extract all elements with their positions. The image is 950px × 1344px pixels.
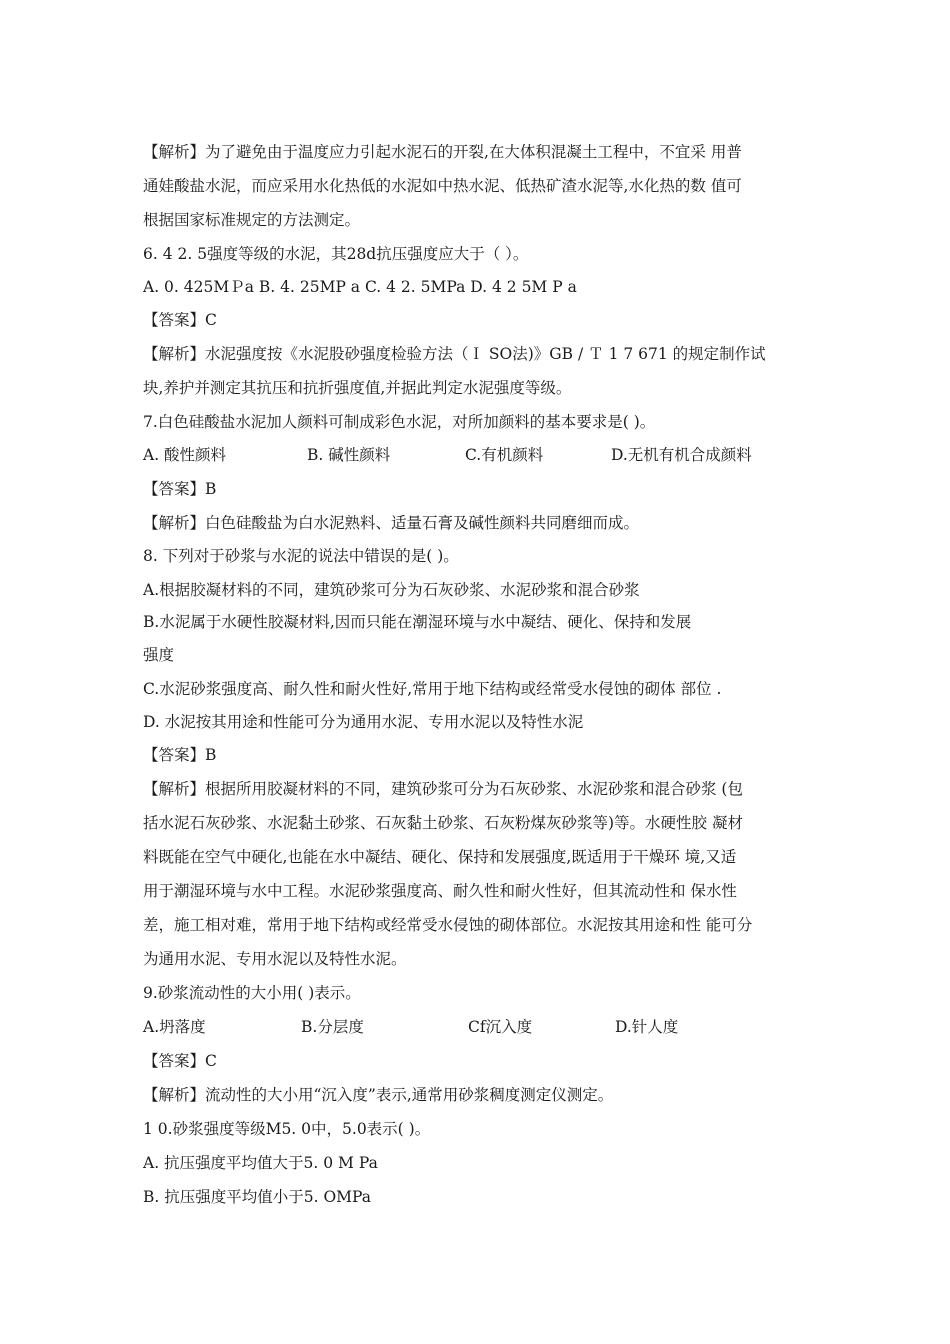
question-9: 9.砂浆流动性的大小用( )表示。 <box>143 984 361 1002</box>
answer-6: 【答案】C <box>143 311 217 329</box>
option-d: D.针人度 <box>615 1018 679 1036</box>
analysis-paragraph-5-line-1: 【解析】为了避免由于温度应力引起水泥石的开裂,在大体积混凝土工程中，不宜采 用普 <box>143 143 742 161</box>
option-c: Cf沉入度 <box>468 1018 533 1036</box>
question-7: 7.白色硅酸盐水泥加人颜料可制成彩色水泥，对所加颜料的基本要求是( )。 <box>143 413 656 431</box>
question-8: 8. 下列对于砂浆与水泥的说法中错误的是( )。 <box>143 547 459 565</box>
analysis-8-line-1: 【解析】根据所用胶凝材料的不同，建筑砂浆可分为石灰砂浆、水泥砂浆和混合砂浆 (包 <box>143 780 743 798</box>
answer-9: 【答案】C <box>143 1052 217 1070</box>
option-a: A.坍落度 <box>143 1018 206 1036</box>
analysis-9: 【解析】流动性的大小用“沉入度”表示,通常用砂浆稠度测定仪测定。 <box>143 1086 614 1104</box>
question-8-option-b-cont: 强度 <box>143 646 175 664</box>
option-c: C.有机颜料 <box>465 446 544 464</box>
option-d: D.无机有机合成颜料 <box>611 446 752 464</box>
question-7-options <box>143 445 823 465</box>
analysis-8-line-6: 为通用水泥、专用水泥以及特性水泥。 <box>143 950 407 968</box>
analysis-8-line-4: 用于潮湿环境与水中工程。水泥砂浆强度高、耐久性和耐火性好，但其流动性和 保水性 <box>143 882 737 900</box>
question-10: 1 0.砂浆强度等级M5. 0中，5.0表示( )。 <box>143 1120 431 1138</box>
question-6: 6. 4 2. 5强度等级的水泥，其28d抗压强度应大于（ ）。 <box>143 245 529 263</box>
question-10-option-a: A. 抗压强度平均值大于5. 0 M Pa <box>143 1154 378 1172</box>
analysis-6-line-2: 块,养护并测定其抗压和抗折强度值,并据此判定水泥强度等级。 <box>143 379 572 397</box>
answer-7: 【答案】B <box>143 480 217 498</box>
question-10-option-b: B. 抗压强度平均值小于5. OMPa <box>143 1188 372 1206</box>
question-9-options <box>143 1017 823 1037</box>
option-b: B. 碱性颜料 <box>307 446 391 464</box>
analysis-paragraph-5-line-2: 通娃酸盐水泥，而应采用水化热低的水泥如中热水泥、低热矿渣水泥等,水化热的数 值可 <box>143 177 742 195</box>
question-8-option-d: D. 水泥按其用途和性能可分为通用水泥、专用水泥以及特性水泥 <box>143 713 584 731</box>
analysis-8-line-2: 括水泥石灰砂浆、水泥黏土砂浆、石灰黏土砂浆、石灰粉煤灰砂浆等)等。水硬性胶 凝材 <box>143 814 743 832</box>
question-8-option-b: B.水泥属于水硬性胶凝材料,因而只能在潮湿环境与水中凝结、硬化、保持和发展 <box>143 613 692 631</box>
question-8-option-c: C.水泥砂浆强度高、耐久性和耐火性好,常用于地下结构或经常受水侵蚀的砌体 部位 . <box>143 680 722 698</box>
option-a: A. 酸性颜料 <box>143 446 227 464</box>
question-8-option-a: A.根据胶凝材料的不同，建筑砂浆可分为石灰砂浆、水泥砂浆和混合砂浆 <box>143 581 640 599</box>
analysis-6-line-1: 【解析】水泥强度按《水泥股砂强度检验方法（Ｉ SO法)》GB / Ｔ 1 7 671 的规定制作试 <box>143 345 766 363</box>
answer-8: 【答案】B <box>143 746 217 764</box>
option-b: B.分层度 <box>301 1018 364 1036</box>
question-6-options: A. 0. 425MＰa B. 4. 25MP a C. 4 2. 5MPa D. 4 2 5M P a <box>143 278 577 296</box>
analysis-8-line-5: 差，施工相对难，常用于地下结构或经常受水侵蚀的砌体部位。水泥按其用途和性 能可分 <box>143 916 753 934</box>
analysis-paragraph-5-line-3: 根据国家标准规定的方法测定。 <box>143 211 361 229</box>
analysis-8-line-3: 料既能在空气中硬化,也能在水中凝结、硬化、保持和发展强度,既适用于干燥环 境,又适 <box>143 848 737 866</box>
analysis-7: 【解析】白色硅酸盐为白水泥熟料、适量石膏及碱性颜料共同磨细而成。 <box>143 514 640 532</box>
